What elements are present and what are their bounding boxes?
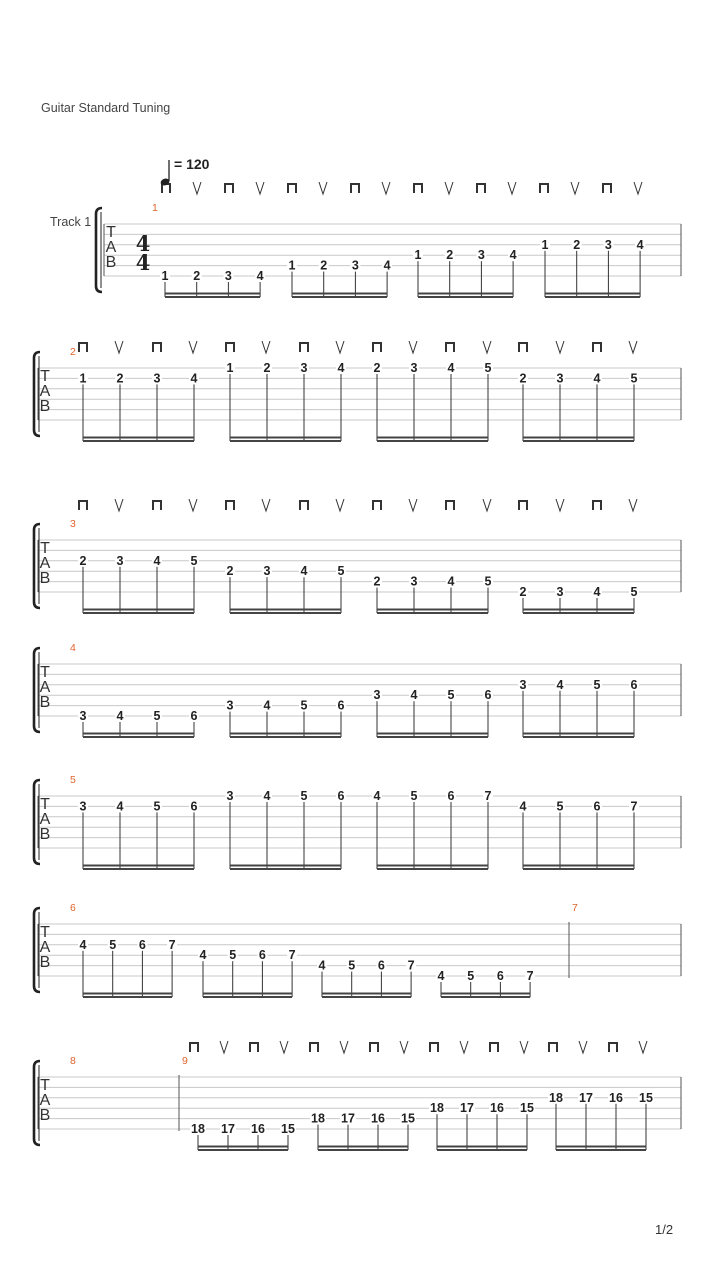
bar-number: 7 <box>572 902 578 914</box>
bar-number: 2 <box>70 346 76 358</box>
up-stroke-icon <box>336 341 344 353</box>
up-stroke-icon <box>579 1041 587 1053</box>
fret-number: 5 <box>593 677 601 692</box>
tab-clef-letter: B <box>39 954 51 971</box>
down-stroke-icon <box>226 501 234 510</box>
down-stroke-icon <box>540 184 548 193</box>
page-number: 1/2 <box>655 1222 674 1237</box>
up-stroke-icon <box>256 182 264 194</box>
fret-number: 5 <box>337 564 345 579</box>
down-stroke-icon <box>351 184 359 193</box>
fret-number: 3 <box>224 269 232 283</box>
up-stroke-icon <box>483 341 491 353</box>
tab-clef-letter: A <box>39 939 51 956</box>
fret-number: 5 <box>190 553 198 568</box>
fret-number: 4 <box>79 937 87 952</box>
fret-number: 2 <box>320 258 328 273</box>
up-stroke-icon <box>508 182 516 194</box>
up-stroke-icon <box>629 341 637 353</box>
down-stroke-icon <box>373 343 381 352</box>
fret-number: 4 <box>447 361 455 375</box>
down-stroke-icon <box>519 343 527 352</box>
fret-number: 5 <box>630 371 638 386</box>
down-stroke-icon <box>414 184 422 193</box>
down-stroke-icon <box>190 1043 198 1052</box>
fret-number: 6 <box>138 937 146 952</box>
fret-number: 3 <box>79 799 87 814</box>
fret-number: 3 <box>373 688 381 703</box>
tab-clef-letter: A <box>39 811 51 828</box>
fret-number: 3 <box>226 789 234 803</box>
up-stroke-icon <box>115 499 123 511</box>
fret-number: 5 <box>300 789 308 803</box>
tempo-marking: = 120 <box>174 156 210 172</box>
fret-number: 5 <box>484 574 492 589</box>
fret-number: 6 <box>337 698 345 713</box>
fret-number: 5 <box>153 709 161 723</box>
up-stroke-icon <box>409 341 417 353</box>
fret-number: 4 <box>593 585 601 599</box>
up-stroke-icon <box>629 499 637 511</box>
fret-number: 2 <box>373 361 381 375</box>
down-stroke-icon <box>603 184 611 193</box>
up-stroke-icon <box>340 1041 348 1053</box>
tab-clef-letter: T <box>40 1077 50 1094</box>
fret-number: 4 <box>447 574 455 589</box>
fret-number: 6 <box>630 677 638 692</box>
fret-number: 17 <box>221 1122 235 1136</box>
fret-number: 6 <box>447 789 455 803</box>
fret-number: 4 <box>373 789 381 803</box>
down-stroke-icon <box>519 501 527 510</box>
down-stroke-icon <box>370 1043 378 1052</box>
down-stroke-icon <box>288 184 296 193</box>
fret-number: 2 <box>373 574 381 589</box>
bar-number: 9 <box>182 1055 188 1067</box>
up-stroke-icon <box>336 499 344 511</box>
fret-number: 6 <box>190 799 198 814</box>
fret-number: 5 <box>630 585 638 599</box>
fret-number: 1 <box>79 371 87 386</box>
bar-number: 1 <box>152 202 158 214</box>
fret-number: 5 <box>153 799 161 814</box>
up-stroke-icon <box>400 1041 408 1053</box>
fret-number: 5 <box>300 698 308 713</box>
fret-number: 5 <box>447 688 455 703</box>
fret-number: 3 <box>410 574 418 589</box>
down-stroke-icon <box>153 343 161 352</box>
down-stroke-icon <box>300 501 308 510</box>
fret-number: 5 <box>467 969 475 983</box>
tab-clef-letter: T <box>40 664 50 681</box>
up-stroke-icon <box>280 1041 288 1053</box>
fret-number: 6 <box>190 709 198 723</box>
down-stroke-icon <box>153 501 161 510</box>
fret-number: 18 <box>549 1090 563 1105</box>
fret-number: 18 <box>430 1101 444 1116</box>
fret-number: 2 <box>226 564 234 579</box>
fret-number: 6 <box>496 969 504 983</box>
tuning-label: Guitar Standard Tuning <box>41 101 171 115</box>
fret-number: 4 <box>190 371 198 386</box>
fret-number: 4 <box>263 698 271 713</box>
fret-number: 4 <box>153 553 161 568</box>
fret-number: 15 <box>281 1122 295 1136</box>
down-stroke-icon <box>373 501 381 510</box>
fret-number: 3 <box>410 361 418 375</box>
down-stroke-icon <box>226 343 234 352</box>
fret-number: 6 <box>377 958 385 973</box>
fret-number: 2 <box>263 361 271 375</box>
fret-number: 4 <box>199 948 207 963</box>
down-stroke-icon <box>300 343 308 352</box>
fret-number: 7 <box>407 958 415 973</box>
up-stroke-icon <box>520 1041 528 1053</box>
fret-number: 3 <box>300 361 308 375</box>
up-stroke-icon <box>189 341 197 353</box>
fret-number: 7 <box>288 948 296 963</box>
fret-number: 4 <box>437 969 445 983</box>
fret-number: 3 <box>226 698 234 713</box>
fret-number: 15 <box>401 1111 415 1126</box>
fret-number: 6 <box>593 799 601 814</box>
fret-number: 3 <box>116 553 124 568</box>
fret-number: 4 <box>519 799 527 814</box>
bar-number: 3 <box>70 518 76 530</box>
down-stroke-icon <box>79 343 87 352</box>
bar-number: 5 <box>70 774 76 786</box>
fret-number: 2 <box>193 269 201 283</box>
fret-number: 4 <box>300 564 308 579</box>
fret-number: 4 <box>337 361 345 375</box>
fret-number: 1 <box>541 237 549 252</box>
down-stroke-icon <box>593 343 601 352</box>
fret-number: 18 <box>311 1111 325 1126</box>
fret-number: 1 <box>414 248 422 263</box>
time-signature-bottom: 4 <box>135 250 151 275</box>
fret-number: 18 <box>191 1122 205 1136</box>
fret-number: 4 <box>263 789 271 803</box>
down-stroke-icon <box>446 501 454 510</box>
bar-number: 8 <box>70 1055 76 1067</box>
fret-number: 4 <box>556 677 564 692</box>
tab-clef-letter: A <box>39 679 51 696</box>
down-stroke-icon <box>250 1043 258 1052</box>
fret-number: 7 <box>630 799 638 814</box>
time-signature-top: 4 <box>135 231 151 256</box>
fret-number: 2 <box>79 553 87 568</box>
fret-number: 5 <box>556 799 564 814</box>
fret-number: 4 <box>318 958 326 973</box>
fret-number: 7 <box>526 969 534 983</box>
down-stroke-icon <box>446 343 454 352</box>
down-stroke-icon <box>593 501 601 510</box>
fret-number: 3 <box>604 237 612 252</box>
up-stroke-icon <box>571 182 579 194</box>
up-stroke-icon <box>382 182 390 194</box>
fret-number: 16 <box>251 1122 265 1136</box>
fret-number: 6 <box>258 948 266 963</box>
fret-number: 16 <box>371 1111 385 1126</box>
fret-number: 5 <box>229 948 237 963</box>
up-stroke-icon <box>189 499 197 511</box>
tab-clef-letter: T <box>40 368 50 385</box>
fret-number: 3 <box>556 371 564 386</box>
up-stroke-icon <box>220 1041 228 1053</box>
tab-clef-letter: T <box>40 796 50 813</box>
fret-number: 1 <box>226 361 234 375</box>
fret-number: 3 <box>79 709 87 723</box>
fret-number: 3 <box>153 371 161 386</box>
fret-number: 6 <box>484 688 492 703</box>
up-stroke-icon <box>193 182 201 194</box>
fret-number: 3 <box>351 258 359 273</box>
tab-clef-letter: B <box>39 826 51 843</box>
up-stroke-icon <box>639 1041 647 1053</box>
down-stroke-icon <box>430 1043 438 1052</box>
fret-number: 4 <box>383 258 391 273</box>
fret-number: 16 <box>490 1101 504 1116</box>
fret-number: 7 <box>484 789 492 803</box>
fret-number: 4 <box>410 688 418 703</box>
fret-number: 15 <box>520 1101 534 1116</box>
up-stroke-icon <box>409 499 417 511</box>
tab-clef-letter: A <box>39 555 51 572</box>
fret-number: 5 <box>484 361 492 375</box>
fret-number: 17 <box>460 1101 474 1116</box>
fret-number: 2 <box>116 371 124 386</box>
tab-clef-letter: A <box>39 383 51 400</box>
fret-number: 1 <box>161 269 169 283</box>
bar-number: 6 <box>70 902 76 914</box>
fret-number: 4 <box>256 269 264 283</box>
fret-number: 5 <box>410 789 418 803</box>
tab-clef-letter: B <box>39 1107 51 1124</box>
fret-number: 3 <box>477 248 485 263</box>
fret-number: 5 <box>348 958 356 973</box>
up-stroke-icon <box>460 1041 468 1053</box>
bar-number: 4 <box>70 642 76 654</box>
fret-number: 2 <box>519 585 527 599</box>
down-stroke-icon <box>490 1043 498 1052</box>
fret-number: 2 <box>519 371 527 386</box>
tab-clef-letter: B <box>39 398 51 415</box>
track-label: Track 1 <box>50 215 92 229</box>
fret-number: 2 <box>446 248 454 263</box>
up-stroke-icon <box>445 182 453 194</box>
down-stroke-icon <box>225 184 233 193</box>
tab-clef-letter: A <box>39 1092 51 1109</box>
fret-number: 7 <box>168 937 176 952</box>
down-stroke-icon <box>549 1043 557 1052</box>
down-stroke-icon <box>477 184 485 193</box>
up-stroke-icon <box>634 182 642 194</box>
fret-number: 3 <box>556 585 564 599</box>
fret-number: 4 <box>636 237 644 252</box>
tab-clef-letter: B <box>105 254 117 271</box>
up-stroke-icon <box>319 182 327 194</box>
up-stroke-icon <box>262 341 270 353</box>
up-stroke-icon <box>556 341 564 353</box>
up-stroke-icon <box>115 341 123 353</box>
fret-number: 2 <box>573 237 581 252</box>
tab-clef-letter: B <box>39 570 51 587</box>
fret-number: 6 <box>337 789 345 803</box>
up-stroke-icon <box>262 499 270 511</box>
fret-number: 17 <box>341 1111 355 1126</box>
down-stroke-icon <box>310 1043 318 1052</box>
up-stroke-icon <box>483 499 491 511</box>
tab-clef-letter: A <box>105 239 117 256</box>
fret-number: 5 <box>109 937 117 952</box>
tab-clef-letter: T <box>106 224 116 241</box>
tab-clef-letter: B <box>39 694 51 711</box>
fret-number: 15 <box>639 1090 653 1105</box>
fret-number: 17 <box>579 1090 593 1105</box>
fret-number: 1 <box>288 258 296 273</box>
tab-clef-letter: T <box>40 540 50 557</box>
fret-number: 4 <box>593 371 601 386</box>
fret-number: 3 <box>519 677 527 692</box>
fret-number: 4 <box>509 248 517 263</box>
down-stroke-icon <box>79 501 87 510</box>
down-stroke-icon <box>609 1043 617 1052</box>
up-stroke-icon <box>556 499 564 511</box>
fret-number: 4 <box>116 709 124 723</box>
tab-clef-letter: T <box>40 924 50 941</box>
fret-number: 3 <box>263 564 271 579</box>
fret-number: 4 <box>116 799 124 814</box>
fret-number: 16 <box>609 1090 623 1105</box>
